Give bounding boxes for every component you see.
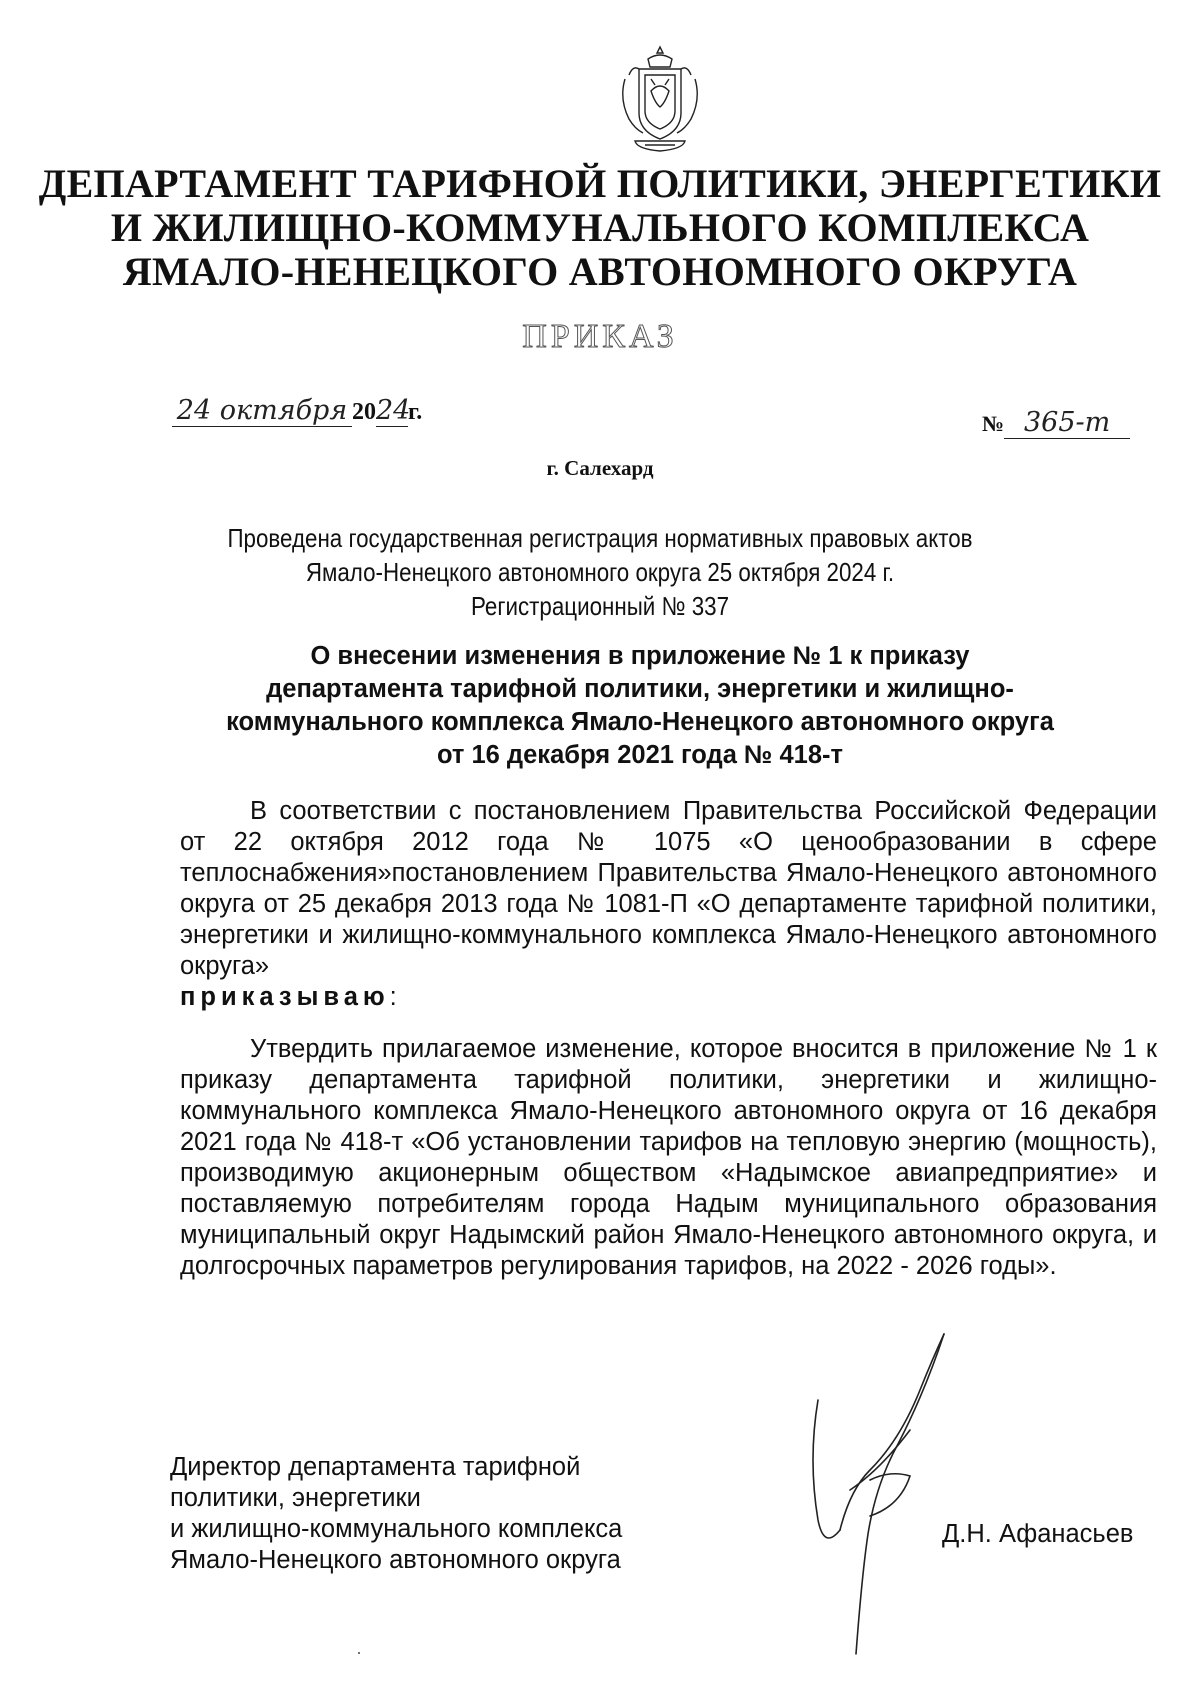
city-location: г. Салехард <box>546 456 654 480</box>
coat-of-arms-emblem <box>615 45 705 157</box>
order-word-punctuation: : <box>389 983 397 1011</box>
date-day-month-handwritten: 24 октября <box>172 395 352 427</box>
document-type-heading: ПРИКАЗ <box>522 318 678 355</box>
order-title-line-3: коммунального комплекса Ямало-Ненецкого автономного округа <box>226 708 1054 736</box>
date-year-prefix: 20 <box>352 399 376 425</box>
resolution-paragraph: Утвердить прилагаемое изменение, которое вносится в приложение № 1 к приказу департамента тарифной политики, энергетики и жилищно-коммунального комплекса Ямало-Ненецкого автономного округа от 16 декабря 2021 года № 418-т «Об установлении тарифов на тепловую энергию (мощность), производимую акционерным обществом «Надымское авиапредприятие» и поставляемую потребителям города Надым муниципального образования муниципальный округ Надымский район Ямало-Ненецкого автономного округа, и долгосрочных параметров регулирования тарифов, на 2022 - 2026 годы». <box>180 1035 1157 1280</box>
registration-stamp-line-3: Регистрационный № 337 <box>470 591 729 621</box>
order-title-line-1: О внесении изменения в приложение № 1 к приказу <box>310 642 970 670</box>
order-word: приказываю <box>180 983 390 1011</box>
department-name-line-1: ДЕПАРТАМЕНТ ТАРИФНОЙ ПОЛИТИКИ, ЭНЕРГЕТИКИ <box>38 161 1162 206</box>
department-name-line-2: И ЖИЛИЩНО-КОММУНАЛЬНОГО КОМПЛЕКСА <box>110 205 1090 250</box>
order-title-line-4: от 16 декабря 2021 года № 418-т <box>436 741 844 769</box>
preamble-text: В соответствии с постановлением Правительства Российской Федерации от 22 октября 2012 года № 1075 «О ценообразовании в сфере теплоснабжения»постановлением Правительства Ямало-Ненецкого автономного округа от 25 декабря 2013 года № 1081-П «О департаменте тарифной политики, энергетики и жилищно-коммунального комплекса Ямало-Ненецкого автономного округа» <box>180 797 1157 980</box>
preamble-paragraph <box>180 796 1157 1013</box>
signer-position-line-2: политики, энергетики <box>170 1484 421 1512</box>
handwritten-signature <box>800 1330 1000 1670</box>
signer-position-line-4: Ямало-Ненецкого автономного округа <box>170 1546 621 1574</box>
registration-stamp-line-1: Проведена государственная регистрация нормативных правовых актов <box>227 523 973 553</box>
number-label: № <box>982 411 1005 436</box>
date-year-mark: г. <box>408 399 423 425</box>
date-year-suffix-handwritten: 24 <box>376 395 411 426</box>
signer-position-line-1: Директор департамента тарифной <box>170 1453 581 1481</box>
document-number <box>982 407 1130 439</box>
signer-position <box>170 1452 710 1576</box>
signer-name: Д.Н. Афанасьев <box>942 1520 1134 1548</box>
document-date <box>172 395 422 427</box>
order-title <box>200 640 1080 772</box>
registration-stamp-line-2: Ямало-Ненецкого автономного округа 25 октября 2024 г. <box>305 557 895 587</box>
number-value-handwritten: 365-т <box>1004 407 1130 439</box>
signer-position-line-3: и жилищно-коммунального комплекса <box>170 1515 623 1543</box>
department-name-line-3: ЯМАЛО-НЕНЕЦКОГО АВТОНОМНОГО ОКРУГА <box>122 249 1078 294</box>
order-title-line-2: департамента тарифной политики, энергетики и жилищно- <box>266 675 1014 703</box>
scan-speck <box>358 1652 360 1654</box>
